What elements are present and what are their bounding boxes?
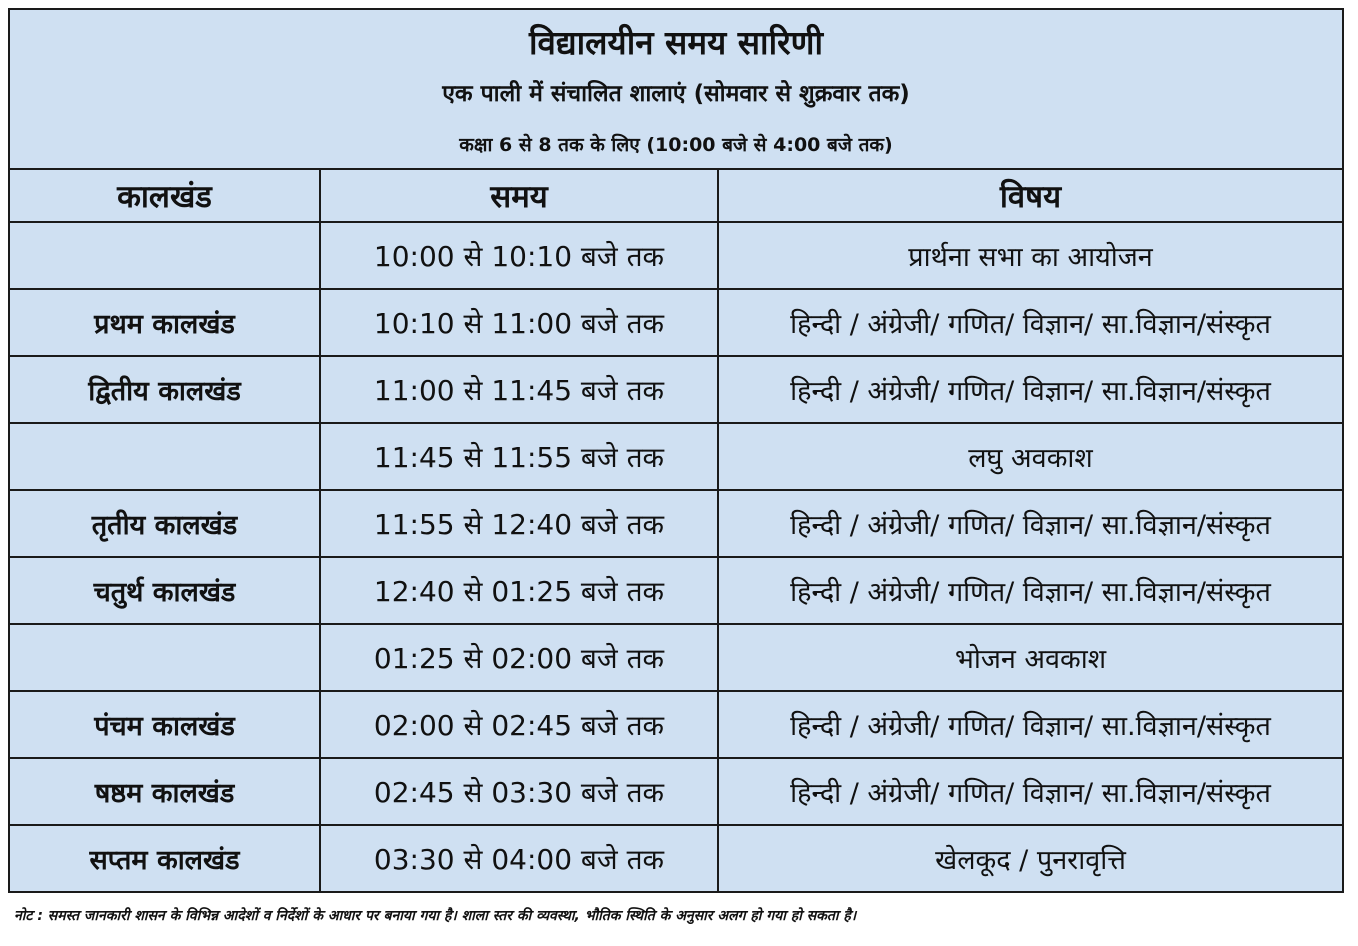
subject-cell: हिन्दी / अंग्रेजी/ गणित/ विज्ञान/ सा.विज्ञान/संस्कृत: [718, 758, 1342, 825]
footer-note: नोट : समस्त जानकारी शासन के विभिन्न आदेशों व निर्देशों के आधार पर बनाया गया है। शाला स्तर की व्यवस्था, भौतिक स्थिति के अनुसार अलग हो गया हो सकता है।: [14, 908, 857, 924]
subject-cell: लघु अवकाश: [718, 423, 1342, 490]
table-header-row: [10, 170, 1342, 222]
subject-cell: हिन्दी / अंग्रेजी/ गणित/ विज्ञान/ सा.विज्ञान/संस्कृत: [718, 557, 1342, 624]
table-row: [10, 557, 1342, 624]
period-cell: [10, 222, 320, 289]
column-header-subject: विषय: [718, 170, 1342, 222]
time-cell: 10:00 से 10:10 बजे तक: [320, 222, 718, 289]
period-cell: पंचम कालखंड: [10, 691, 320, 758]
period-cell: [10, 624, 320, 691]
period-cell: सप्तम कालखंड: [10, 825, 320, 891]
column-header-time: समय: [320, 170, 718, 222]
table-row: [10, 356, 1342, 423]
time-cell: 01:25 से 02:00 बजे तक: [320, 624, 718, 691]
table-row: [10, 423, 1342, 490]
page-subtitle: एक पाली में संचालित शालाएं (सोमवार से शुक्रवार तक): [442, 81, 910, 107]
period-cell: षष्ठम कालखंड: [10, 758, 320, 825]
table-row: [10, 758, 1342, 825]
time-cell: 10:10 से 11:00 बजे तक: [320, 289, 718, 356]
table-row: [10, 624, 1342, 691]
table-row: [10, 691, 1342, 758]
time-cell: 12:40 से 01:25 बजे तक: [320, 557, 718, 624]
timetable-header: [10, 10, 1342, 170]
subject-cell: भोजन अवकाश: [718, 624, 1342, 691]
subject-cell: हिन्दी / अंग्रेजी/ गणित/ विज्ञान/ सा.विज्ञान/संस्कृत: [718, 356, 1342, 423]
subject-cell: हिन्दी / अंग्रेजी/ गणित/ विज्ञान/ सा.विज्ञान/संस्कृत: [718, 490, 1342, 557]
subject-cell: हिन्दी / अंग्रेजी/ गणित/ विज्ञान/ सा.विज्ञान/संस्कृत: [718, 691, 1342, 758]
period-cell: प्रथम कालखंड: [10, 289, 320, 356]
page-title: विद्यालयीन समय सारिणी: [528, 23, 824, 62]
subject-cell: प्रार्थना सभा का आयोजन: [718, 222, 1342, 289]
time-cell: 11:55 से 12:40 बजे तक: [320, 490, 718, 557]
time-cell: 11:45 से 11:55 बजे तक: [320, 423, 718, 490]
time-cell: 11:00 से 11:45 बजे तक: [320, 356, 718, 423]
table-row: [10, 490, 1342, 557]
period-cell: तृतीय कालखंड: [10, 490, 320, 557]
time-cell: 02:45 से 03:30 बजे तक: [320, 758, 718, 825]
period-cell: द्वितीय कालखंड: [10, 356, 320, 423]
table-row: [10, 222, 1342, 289]
column-header-period: कालखंड: [10, 170, 320, 222]
page-subtitle-class-range: कक्षा 6 से 8 तक के लिए (10:00 बजे से 4:00 बजे तक): [459, 134, 893, 156]
period-cell: चतुर्थ कालखंड: [10, 557, 320, 624]
timetable-table: [10, 170, 1342, 891]
subject-cell: हिन्दी / अंग्रेजी/ गणित/ विज्ञान/ सा.विज्ञान/संस्कृत: [718, 289, 1342, 356]
time-cell: 03:30 से 04:00 बजे तक: [320, 825, 718, 891]
table-row: [10, 825, 1342, 891]
timetable-sheet: [8, 8, 1344, 893]
subject-cell: खेलकूद / पुनरावृत्ति: [718, 825, 1342, 891]
time-cell: 02:00 से 02:45 बजे तक: [320, 691, 718, 758]
period-cell: [10, 423, 320, 490]
table-row: [10, 289, 1342, 356]
